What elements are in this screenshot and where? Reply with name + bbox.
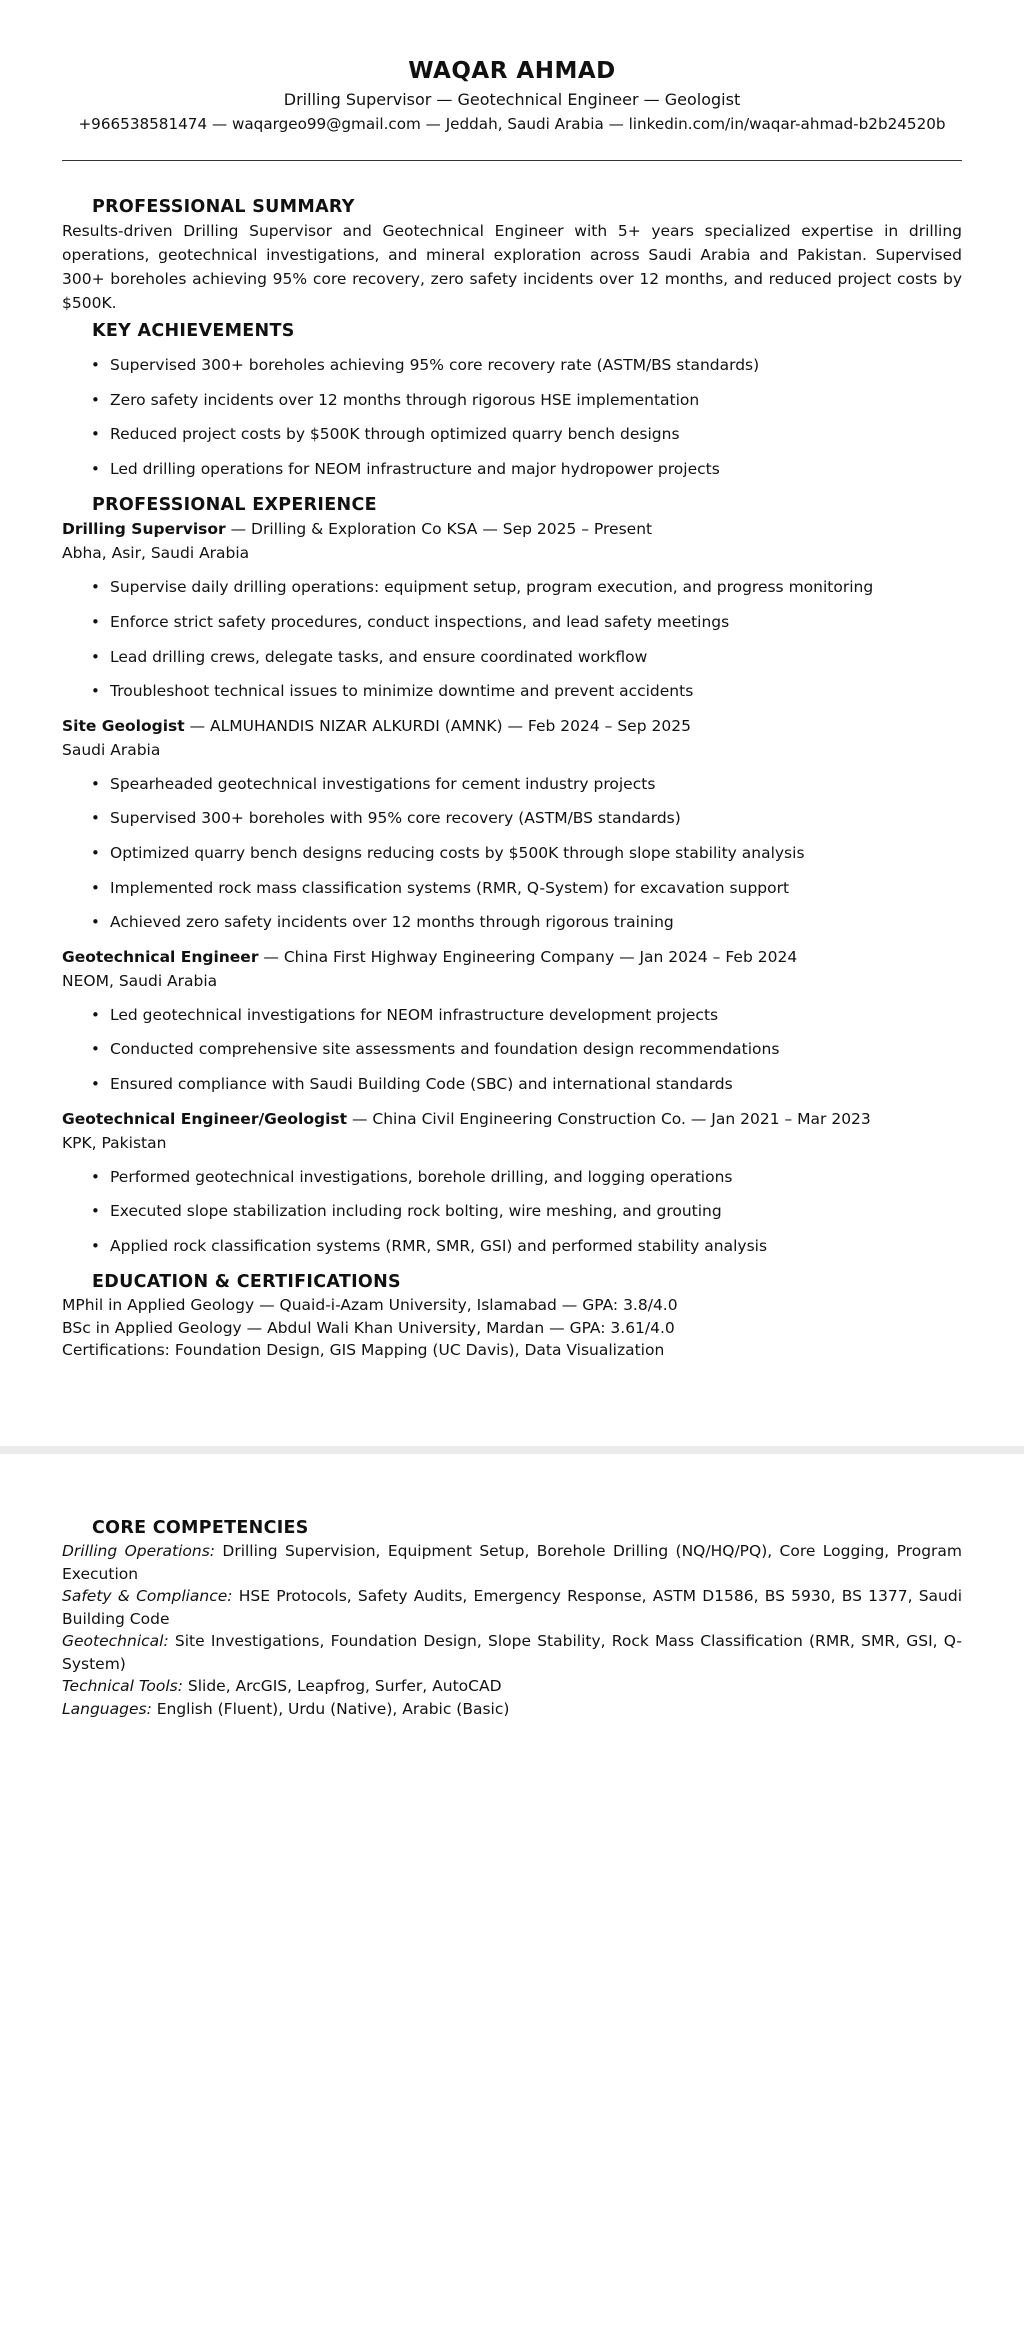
list-item: • Troubleshoot technical issues to minimize downtime and prevent accidents [91,682,694,701]
list-item: • Performed geotechnical investigations, borehole drilling, and logging operations [91,1167,733,1186]
education-line: MPhil in Applied Geology — Quaid-i-Azam University, Islamabad — GPA: 3.8/4.0 [62,1296,678,1315]
list-item: • Spearheaded geotechnical investigations for cement industry projects [91,774,656,793]
competency-text: Site Investigations, Foundation Design, Slope Stability, Rock Mass Classification (RMR, SMR, GSI, Q-System) [62,1632,962,1673]
competency-label: Drilling Operations: [62,1542,216,1560]
list-item: • Led geotechnical investigations for NEOM infrastructure development projects [91,1005,719,1024]
job-entry [62,714,962,934]
job-company-dates: — ALMUHANDIS NIZAR ALKURDI (AMNK) — Feb 2024 – Sep 2025 [184,716,691,735]
competency-label: Geotechnical: [62,1632,169,1650]
resume-page-2 [0,1454,1024,2332]
competency-label: Technical Tools: [62,1677,183,1695]
job-role: Drilling Supervisor [62,520,226,539]
competency-label: Safety & Compliance: [62,1587,233,1605]
competencies-heading: CORE COMPETENCIES [92,1518,309,1538]
job-bullets [62,1003,962,1096]
page-1-content [62,56,962,1362]
job-header [62,714,962,738]
competency-text: Slide, ArcGIS, Leapfrog, Surfer, AutoCAD [182,1677,502,1695]
list-item: • Applied rock classification systems (RMR, SMR, GSI) and performed stability analysis [91,1236,768,1255]
candidate-name: WAQAR AHMAD [408,58,616,84]
competency-label: Languages: [62,1699,152,1718]
list-item: • Supervised 300+ boreholes achieving 95% core recovery rate (ASTM/BS standards) [91,356,760,374]
achievements-heading: KEY ACHIEVEMENTS [92,321,295,341]
page-separator [0,1446,1024,1454]
job-role: Geotechnical Engineer [62,947,259,966]
list-item: • Zero safety incidents over 12 months through rigorous HSE implementation [91,390,700,409]
job-header [62,945,962,969]
contact-line: +966538581474 — waqargeo99@gmail.com — Jeddah, Saudi Arabia — linkedin.com/in/waqar-ahmad-b2b24520b [78,115,946,133]
competency-line [62,1540,962,1585]
list-item: • Lead drilling crews, delegate tasks, and ensure coordinated workflow [91,647,648,666]
summary-text: Results-driven Drilling Supervisor and Geotechnical Engineer with 5+ years specialized expertise in drilling operations, geotechnical investigations, and mineral exploration across Saudi Arabia and Pakistan. Supervised 300+ boreholes achieving 95% core recovery, zero safety incidents over 12 months, and reduced project costs by $500K. [62,222,962,312]
list-item: • Executed slope stabilization including rock bolting, wire meshing, and grouting [91,1202,722,1221]
achievements-list [62,353,962,481]
education-heading: EDUCATION & CERTIFICATIONS [92,1272,401,1293]
job-entry [62,1107,962,1258]
page-2-content [62,1516,962,1720]
job-company-dates: — Drilling & Exploration Co KSA — Sep 2025 – Present [225,520,653,539]
job-location: NEOM, Saudi Arabia [62,971,218,990]
job-header [62,517,962,541]
competency-text: Drilling Supervision, Equipment Setup, Borehole Drilling (NQ/HQ/PQ), Core Logging, Program Execution [62,1542,962,1583]
list-item: • Enforce strict safety procedures, conduct inspections, and lead safety meetings [91,612,730,631]
job-bullets [62,1165,962,1258]
job-header [62,1107,962,1131]
competency-line [62,1585,962,1630]
list-item: • Achieved zero safety incidents over 12 months through rigorous training [91,913,674,932]
competency-line [62,1630,962,1675]
job-entry [62,517,962,703]
list-item: • Reduced project costs by $500K through optimized quarry bench designs [91,425,680,444]
job-bullets [62,575,962,703]
job-location: Abha, Asir, Saudi Arabia [62,544,250,563]
education-line: BSc in Applied Geology — Abdul Wali Khan University, Mardan — GPA: 3.61/4.0 [62,1318,675,1337]
job-bullets [62,772,962,934]
certifications-line: Certifications: Foundation Design, GIS Mapping (UC Davis), Data Visualization [62,1341,665,1360]
list-item: • Optimized quarry bench designs reducing costs by $500K through slope stability analysis [91,843,805,862]
job-role: Site Geologist [62,716,185,735]
competency-text: HSE Protocols, Safety Audits, Emergency Response, ASTM D1586, BS 5930, BS 1377, Saudi Building Code [62,1587,963,1628]
job-location: KPK, Pakistan [62,1133,167,1152]
job-company-dates: — China First Highway Engineering Company — Jan 2024 – Feb 2024 [258,947,798,966]
list-item: • Implemented rock mass classification systems (RMR, Q-System) for excavation support [91,878,790,897]
job-entry [62,945,962,1096]
competency-line [62,1698,962,1721]
competency-line [62,1675,962,1698]
list-item: • Supervise daily drilling operations: equipment setup, program execution, and progress monitoring [91,578,874,597]
list-item: • Led drilling operations for NEOM infrastructure and major hydropower projects [91,459,720,478]
summary-heading: PROFESSIONAL SUMMARY [92,197,355,217]
competency-text: English (Fluent), Urdu (Native), Arabic (Basic) [151,1699,510,1718]
candidate-titles: Drilling Supervisor — Geotechnical Engineer — Geologist [283,90,741,109]
job-role: Geotechnical Engineer/Geologist [62,1109,348,1128]
job-location: Saudi Arabia [62,740,161,759]
job-company-dates: — China Civil Engineering Construction Co. — Jan 2021 – Mar 2023 [347,1109,871,1128]
list-item: • Conducted comprehensive site assessments and foundation design recommendations [91,1040,780,1059]
list-item: • Supervised 300+ boreholes with 95% core recovery (ASTM/BS standards) [91,809,681,828]
experience-heading: PROFESSIONAL EXPERIENCE [92,495,377,516]
list-item: • Ensured compliance with Saudi Building Code (SBC) and international standards [91,1074,733,1093]
